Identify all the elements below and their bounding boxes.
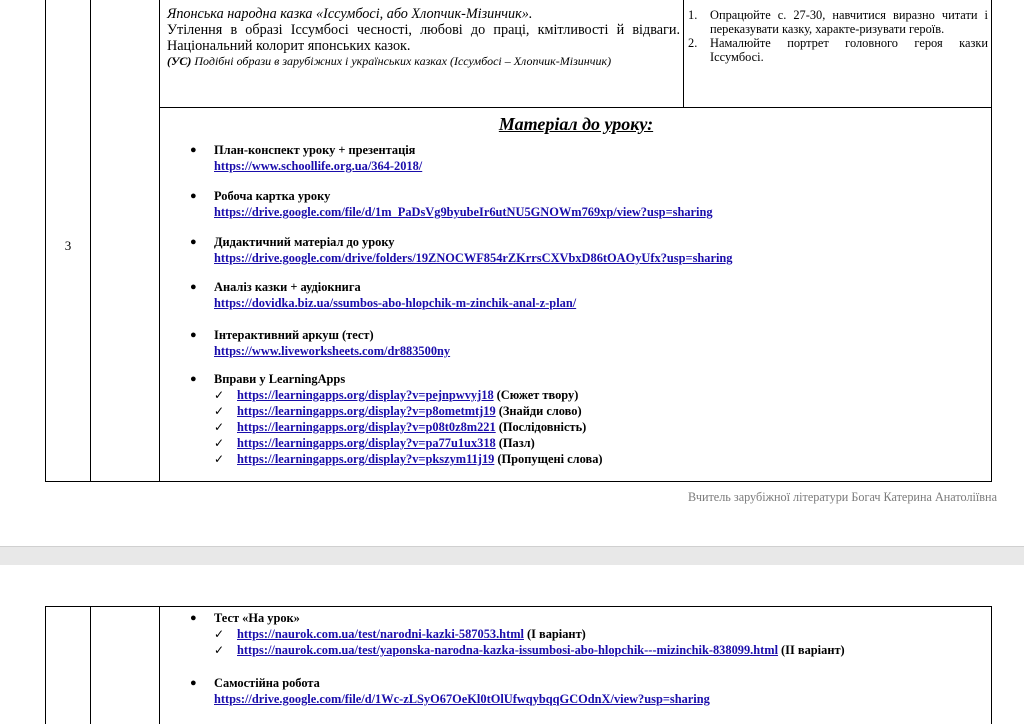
us-prefix: (УС): [167, 54, 192, 68]
homework-num: 2.: [688, 36, 698, 50]
checkmark-icon: ✓: [214, 420, 225, 434]
bullet-icon: ●: [190, 329, 197, 341]
link-note: (Пазл): [498, 436, 535, 450]
bullet-icon: ●: [190, 612, 197, 624]
topic-title: Японська народна казка «Іссумбосі, або Хлопчик-Мізинчик».: [167, 6, 533, 22]
material-label: Інтерактивний аркуш (тест): [214, 328, 374, 342]
table-border-col2: [159, 0, 160, 482]
bullet-icon: ●: [190, 236, 197, 248]
page-separator: [0, 546, 1024, 566]
link-note: (Знайди слово): [498, 404, 582, 418]
checkmark-icon: ✓: [214, 388, 225, 402]
independent-work-link[interactable]: https://drive.google.com/file/d/1Wc-zLSyO67OeKl0tOlUfwqybqqGCOdnX/view?usp=sharing: [214, 692, 710, 706]
table-border-bottom: [45, 481, 992, 482]
material-link[interactable]: https://www.liveworksheets.com/dr883500ny: [214, 344, 451, 358]
learningapps-link[interactable]: https://learningapps.org/display?v=p08t0z8m221: [237, 420, 496, 434]
learningapps-item: [190, 371, 603, 467]
test-list: [214, 626, 845, 658]
table-border-col1: [90, 0, 91, 482]
test-link[interactable]: https://naurok.com.ua/test/narodni-kazki-587053.html: [237, 627, 524, 641]
page-footer: Вчитель зарубіжної літератури Богач Катерина Анатоліївна: [688, 490, 997, 504]
checkmark-icon: ✓: [214, 436, 225, 450]
materials-heading: Матеріал до уроку:: [498, 114, 654, 134]
row-number: 3: [64, 238, 72, 253]
material-link[interactable]: https://drive.google.com/file/d/1m_PaDsVg9byubeIr6utNU5GNOWm769xp/view?usp=sharing: [214, 205, 713, 219]
material-item: [190, 142, 422, 174]
learningapps-link[interactable]: https://learningapps.org/display?v=pa77u1ux318: [237, 436, 496, 450]
link-note: (ІІ варіант): [781, 643, 845, 657]
material-label: Аналіз казки + аудіокнига: [214, 280, 361, 294]
link-note: (Послідовність): [498, 420, 587, 434]
test-link[interactable]: https://naurok.com.ua/test/yaponska-narodna-kazka-issumbosi-abo-hlopchik---mizinchik-838099.html: [237, 643, 779, 657]
test-item: [190, 610, 845, 658]
table-border-top: [45, 606, 992, 607]
learningapps-list: [214, 387, 603, 467]
topic-us-note: [167, 54, 680, 68]
material-label: План-конспект уроку + презентація: [214, 143, 416, 157]
bullet-icon: ●: [190, 677, 197, 689]
material-link[interactable]: https://drive.google.com/drive/folders/19ZNOCWF854rZKrrsCXVbxD86tOAOyUfx?usp=sharing: [214, 251, 733, 265]
bullet-icon: ●: [190, 281, 197, 293]
link-note: (Пропущені слова): [497, 452, 603, 466]
material-label: Дидактичний матеріал до уроку: [214, 235, 395, 249]
independent-work-item: [190, 675, 710, 707]
learningapps-link[interactable]: https://learningapps.org/display?v=pkszym11j19: [237, 452, 495, 466]
list-item: [214, 387, 603, 403]
table-border-col1: [90, 606, 91, 724]
material-item: [190, 279, 576, 311]
table-border-middle: [159, 107, 992, 108]
table-border-left: [45, 606, 46, 724]
homework-text: Намалюйте портрет головного героя казки Іссумбосі.: [710, 36, 988, 64]
list-item: [214, 419, 603, 435]
material-label: Робоча картка уроку: [214, 189, 331, 203]
learningapps-link[interactable]: https://learningapps.org/display?v=pejnpwvyj18: [237, 388, 494, 402]
table-border-col2: [159, 606, 160, 724]
table-border-right: [991, 606, 992, 724]
list-item: [214, 403, 603, 419]
list-item: [214, 626, 845, 642]
material-item: [190, 327, 450, 359]
link-note: (Сюжет твору): [496, 388, 579, 402]
document-page-2: [0, 565, 1024, 724]
checkmark-icon: ✓: [214, 404, 225, 418]
material-item: [190, 188, 713, 220]
list-item: [214, 451, 603, 467]
us-text: Подібні образи в зарубіжних і українських казках (Іссумбосі – Хлопчик-Мізинчик): [194, 54, 612, 68]
list-item: [214, 435, 603, 451]
learningapps-label: Вправи у LearningApps: [214, 372, 346, 386]
homework-text: Опрацюйте с. 27-30, навчитися виразно читати і переказувати казку, характе-ризувати героїв.: [710, 8, 988, 36]
learningapps-link[interactable]: https://learningapps.org/display?v=p8ometmtj19: [237, 404, 496, 418]
link-note: (І варіант): [526, 627, 586, 641]
material-link[interactable]: https://dovidka.biz.ua/ssumbos-abo-hlopchik-m-zinchik-anal-z-plan/: [214, 296, 577, 310]
lesson-topic: [167, 6, 680, 68]
material-link[interactable]: https://www.schoollife.org.ua/364-2018/: [214, 159, 423, 173]
table-border-right: [991, 0, 992, 482]
checkmark-icon: ✓: [214, 452, 225, 466]
topic-description: Утілення в образі Іссумбосі чесності, любові до праці, кмітливості й відваги. Національний колорит японських казок.: [167, 22, 680, 54]
bullet-icon: ●: [190, 373, 197, 385]
checkmark-icon: ✓: [214, 643, 225, 657]
homework-list: [688, 8, 988, 64]
material-item: [190, 234, 733, 266]
bullet-icon: ●: [190, 144, 197, 156]
test-label: Тест «На урок»: [214, 611, 300, 625]
checkmark-icon: ✓: [214, 627, 225, 641]
independent-work-label: Самостійна робота: [214, 676, 320, 690]
bullet-icon: ●: [190, 190, 197, 202]
homework-num: 1.: [688, 8, 698, 22]
table-border-col3: [683, 0, 684, 107]
list-item: [214, 642, 845, 658]
homework-item: [688, 36, 988, 64]
homework-item: [688, 8, 988, 36]
